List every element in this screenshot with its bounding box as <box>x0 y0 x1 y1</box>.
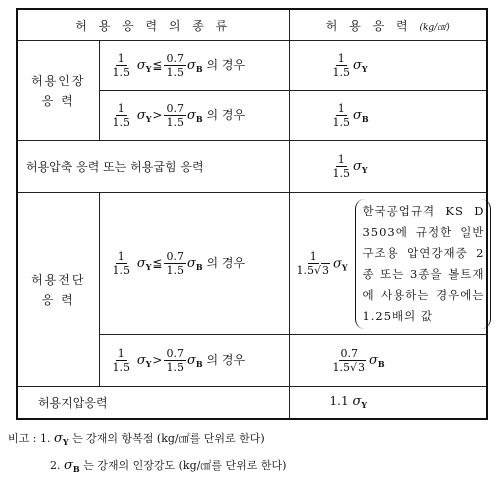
header-stress-value <box>289 9 487 41</box>
bearing-category-cell: 허용지압응력 <box>17 387 289 419</box>
shear-label-line1: 허용전단 <box>31 272 86 287</box>
frac-num: 1 <box>117 102 125 115</box>
sigma-symbol: σ <box>352 394 362 410</box>
remark-2-text: 는 강재의 인장강도 (kg/㎠를 단위로 한다) <box>83 459 287 472</box>
subscript: Y <box>62 437 69 447</box>
frac-num: 1 <box>309 250 317 263</box>
subscript: B <box>72 464 80 474</box>
frac-den: 1.5 <box>166 361 184 374</box>
sigma-symbol: σ <box>186 108 196 123</box>
fraction <box>164 250 186 277</box>
den-prefix: 1.5 <box>296 264 315 277</box>
subscript: Y <box>145 262 152 272</box>
operator: ≦ <box>152 256 163 270</box>
bearing-coefficient: 1.1 <box>329 394 349 409</box>
remark-2 <box>8 454 286 481</box>
frac-den: 1.5 <box>332 66 351 79</box>
frac-num: 1 <box>117 52 125 65</box>
frac-den <box>331 361 369 374</box>
case-suffix: 의 경우 <box>206 256 246 270</box>
sigma-symbol: σ <box>136 58 146 73</box>
compression-category-cell: 허용압축 응력 또는 허용굽힘 응력 <box>17 141 289 193</box>
shear-label-line2: 응 력 <box>41 292 75 307</box>
tension-category-cell <box>17 41 99 141</box>
fraction <box>164 102 186 129</box>
den-prefix: 1.5 <box>332 361 351 374</box>
fraction <box>164 52 186 79</box>
sqrt-radicand: 3 <box>358 361 366 374</box>
frac-den: 1.5 <box>112 66 130 79</box>
sqrt-icon: √ <box>314 264 322 277</box>
subscript: Y <box>361 64 368 74</box>
fraction <box>331 52 353 79</box>
shear-condition-2 <box>99 335 289 387</box>
subscript: B <box>361 114 369 124</box>
frac-num: 1 <box>337 153 345 166</box>
frac-den: 1.5 <box>112 116 130 129</box>
fraction <box>331 102 353 129</box>
frac-den: 1.5 <box>166 264 184 277</box>
frac-den: 1.5 <box>166 116 184 129</box>
remark-1 <box>8 427 286 454</box>
subscript: Y <box>145 114 152 124</box>
frac-den: 1.5 <box>332 116 351 129</box>
frac-num: 1 <box>117 347 125 360</box>
sigma-symbol: σ <box>333 256 342 271</box>
fraction <box>111 347 133 374</box>
tension-label-line2: 응 력 <box>41 93 75 108</box>
frac-den <box>295 264 333 277</box>
frac-den: 1.5 <box>112 361 130 374</box>
frac-num: 0.7 <box>166 52 184 65</box>
sigma-symbol: σ <box>136 256 146 271</box>
subscript: B <box>377 359 385 369</box>
sigma-symbol: σ <box>186 256 196 271</box>
frac-num: 0.7 <box>340 347 359 360</box>
subscript: B <box>195 114 203 124</box>
header-stress-value-label: 허 용 응 력 <box>325 18 412 33</box>
subscript: Y <box>361 400 368 411</box>
subscript: Y <box>145 359 152 369</box>
frac-den: 1.5 <box>332 167 351 180</box>
sqrt-icon: √ <box>350 361 358 374</box>
tension-label-line1: 허용인장 <box>31 73 86 88</box>
frac-num: 0.7 <box>166 250 184 263</box>
frac-num: 0.7 <box>166 347 184 360</box>
fraction <box>111 52 133 79</box>
header-stress-type: 허 용 응 력 의 종 류 <box>17 9 289 41</box>
case-suffix: 의 경우 <box>206 58 246 72</box>
sigma-symbol: σ <box>186 58 196 73</box>
remark-number: 2. <box>50 459 61 472</box>
tension-value-1 <box>289 41 487 91</box>
allowable-stress-table <box>16 8 488 420</box>
shear-note: 한국공업규격 KS D 3503에 규정한 일반구조용 압연강재중 2종 또는 3종을 볼트재에 사용하는 경우에는 1.25배의 값 <box>355 199 491 329</box>
subscript: Y <box>361 165 368 175</box>
operator: > <box>152 353 163 367</box>
remark-prefix: 비고 : 1. <box>8 432 51 445</box>
operator: ≦ <box>152 58 163 72</box>
sigma-symbol: σ <box>136 108 146 123</box>
frac-num: 0.7 <box>166 102 184 115</box>
header-unit: (kg/㎠) <box>419 22 450 33</box>
sigma-symbol: σ <box>64 458 73 473</box>
shear-value-1 <box>289 193 487 335</box>
remark-1-text: 는 강재의 항복점 (kg/㎠를 단위로 한다) <box>72 432 265 445</box>
tension-value-2 <box>289 91 487 141</box>
fraction <box>331 153 353 180</box>
subscript: B <box>195 262 203 272</box>
bearing-value <box>289 387 487 419</box>
sigma-symbol: σ <box>353 159 362 174</box>
frac-den: 1.5 <box>166 66 184 79</box>
subscript: B <box>195 359 203 369</box>
subscript: B <box>195 64 203 74</box>
fraction <box>111 250 133 277</box>
sigma-symbol: σ <box>353 108 362 123</box>
fraction <box>164 347 186 374</box>
frac-num: 1 <box>117 250 125 263</box>
remarks <box>8 427 286 481</box>
sigma-symbol: σ <box>186 353 196 368</box>
fraction <box>295 250 333 277</box>
subscript: Y <box>341 262 348 272</box>
tension-condition-1 <box>99 41 289 91</box>
sigma-symbol: σ <box>353 58 362 73</box>
sigma-symbol: σ <box>369 353 378 368</box>
shear-value-2 <box>289 335 487 387</box>
sigma-symbol: σ <box>136 353 146 368</box>
frac-num: 1 <box>337 52 345 65</box>
frac-den: 1.5 <box>112 264 130 277</box>
subscript: Y <box>145 64 152 74</box>
sigma-symbol: σ <box>53 431 63 446</box>
stress-table-container <box>16 8 486 420</box>
fraction <box>111 102 133 129</box>
operator: > <box>152 108 163 122</box>
shear-category-cell <box>17 193 99 387</box>
compression-value <box>289 141 487 193</box>
frac-num: 1 <box>337 102 345 115</box>
case-suffix: 의 경우 <box>206 108 246 122</box>
fraction <box>331 347 369 374</box>
case-suffix: 의 경우 <box>206 353 246 367</box>
shear-condition-1 <box>99 193 289 335</box>
sqrt-radicand: 3 <box>322 264 330 277</box>
tension-condition-2 <box>99 91 289 141</box>
